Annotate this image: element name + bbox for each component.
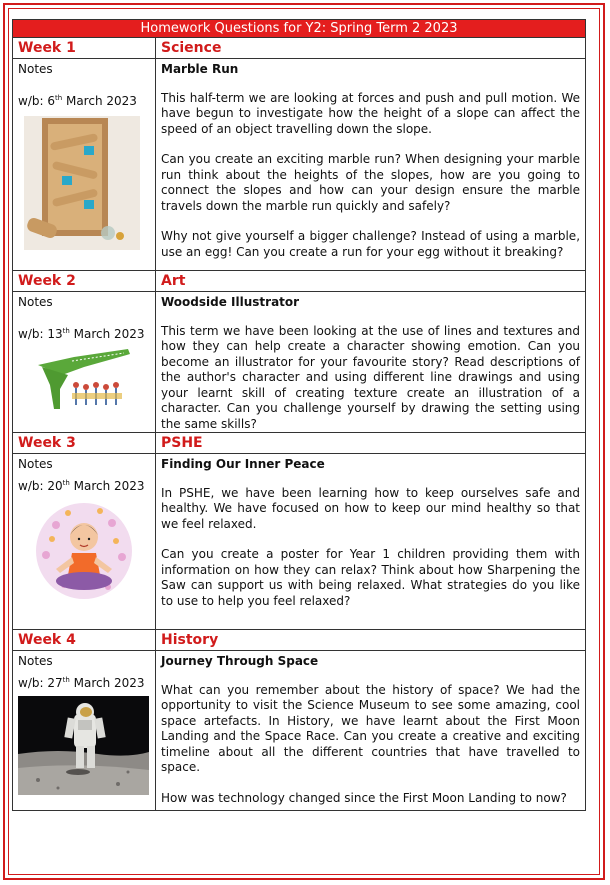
task-paragraph: What can you remember about the history of space? We had the opportunity to visit the Science Museum to see some amazing, cool space artefacts. In History, we have learnt about the First Moon Landing and the Space Race. Can you create a creative and exciting timeline about all the different countries that have travelled to space.: [161, 682, 581, 774]
notes-label: Notes: [18, 654, 53, 668]
week-1-notes-cell: [13, 59, 156, 271]
week-1-task-cell: [156, 59, 586, 271]
task-paragraph: Why not give yourself a bigger challenge? Instead of using a marble, use an egg! Can you create a run for your egg without it breaking?: [161, 229, 581, 259]
task-paragraph: This term we have been looking at the use of lines and textures and how they can help create a character showing emotion. Can you become an illustrator for your favourite story? Read descriptions of the author's character and using different line drawings and using your learnt skill of creating texture create an illustration of a character. Can you challenge yourself by drawing the setting using the same skills?: [161, 323, 581, 431]
homework-table: [12, 19, 586, 811]
week-4-subject: History: [156, 630, 586, 651]
notes-label: Notes: [18, 457, 53, 471]
week-1-subject: Science: [156, 38, 586, 59]
week-4-notes-cell: [13, 651, 156, 811]
marble-run-photo: [24, 116, 140, 250]
task-heading: Journey Through Space: [161, 654, 319, 668]
task-paragraph: Can you create a poster for Year 1 children providing them with information on how they can relax? Think about how Sharpening the Saw can support us with being relaxed. What strategies do you like to use to help you feel relaxed?: [161, 547, 581, 608]
task-heading: Woodside Illustrator: [161, 295, 300, 309]
week-3-task-cell: [156, 454, 586, 630]
week-2-notes-cell: [13, 292, 156, 433]
task-paragraph: This half-term we are looking at forces and push and pull motion. We have begun to investigate how the height of a slope can affect the speed of an object travelling down the slope.: [161, 90, 581, 136]
week-commencing-date: w/b: 6th March 2023: [18, 94, 137, 108]
crocodile-illustration: [32, 345, 132, 417]
task-paragraph: How was technology changed since the First Moon Landing to now?: [161, 790, 567, 805]
task-heading: Finding Our Inner Peace: [161, 457, 325, 471]
task-heading: Marble Run: [161, 62, 239, 76]
week-4-task-cell: [156, 651, 586, 811]
week-4-label: Week 4: [13, 630, 156, 651]
notes-label: Notes: [18, 295, 53, 309]
week-commencing-date: w/b: 13th March 2023: [18, 327, 145, 341]
week-commencing-date: w/b: 20th March 2023: [18, 479, 145, 493]
week-commencing-date: w/b: 27th March 2023: [18, 676, 145, 690]
task-paragraph: In PSHE, we have been learning how to keep ourselves safe and healthy. We have focused on how to keep our mind healthy so that we feel relaxed.: [161, 485, 581, 531]
week-3-label: Week 3: [13, 433, 156, 454]
week-3-subject: PSHE: [156, 433, 586, 454]
astronaut-moon-photo: [18, 696, 149, 795]
week-1-label: Week 1: [13, 38, 156, 59]
task-paragraph: Can you create an exciting marble run? When designing your marble run think about the heights of the slopes, how are you going to connect the slopes and how can your design ensure the marble travels down the marble run quickly and safely?: [161, 152, 581, 213]
notes-label: Notes: [18, 62, 53, 76]
table-title: Homework Questions for Y2: Spring Term 2 2023: [13, 20, 586, 38]
week-2-task-cell: [156, 292, 586, 433]
meditating-child-illustration: [34, 499, 134, 603]
week-3-notes-cell: [13, 454, 156, 630]
week-2-subject: Art: [156, 271, 586, 292]
week-2-label: Week 2: [13, 271, 156, 292]
